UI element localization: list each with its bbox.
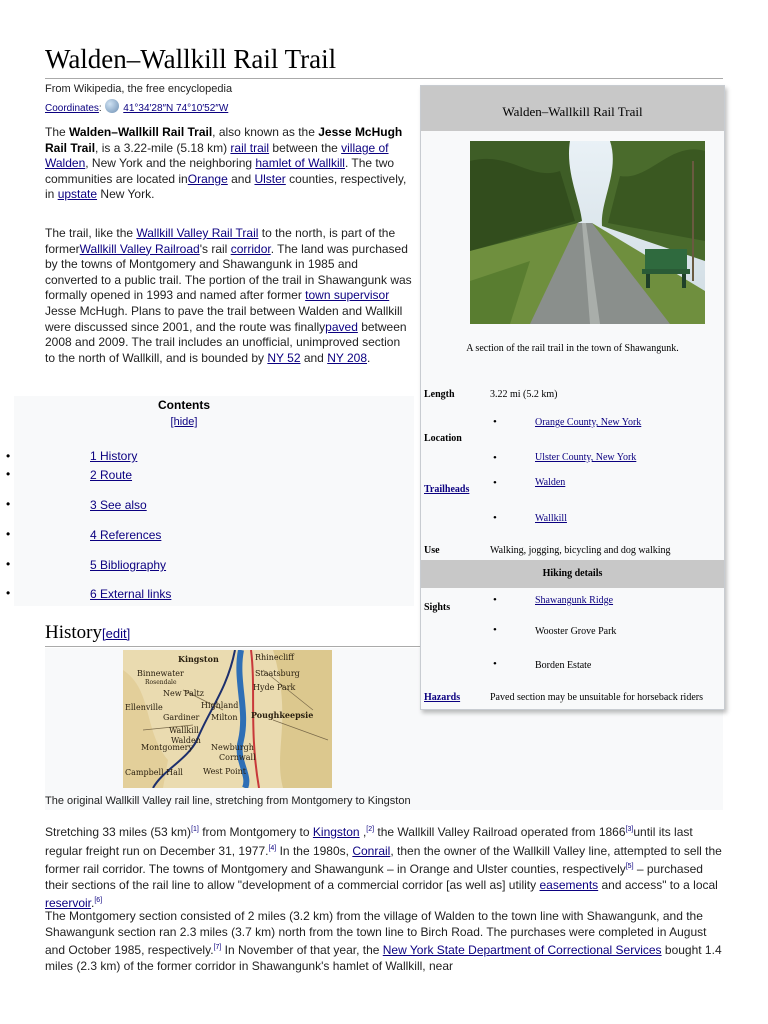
use-value: Walking, jogging, bicycling and dog walking <box>490 545 671 556</box>
citation-link[interactable]: [1] <box>191 826 199 833</box>
text-run: the Wallkill Valley Railroad operated from 1866 <box>374 825 626 839</box>
intro-paragraph-2 <box>45 226 413 366</box>
inline-link[interactable]: town supervisor <box>305 288 390 303</box>
inline-link[interactable]: Ulster <box>254 171 286 186</box>
sight-shawangunk-ridge-link[interactable]: Shawangunk Ridge <box>535 595 614 606</box>
map-caption: The original Wallkill Valley rail line, stretching from Montgomery to Kingston <box>45 795 411 807</box>
text-run: The Montgomery section consisted of 2 miles (3.2 km) from the village of Walden to the town line with Shawangunk, and the Shawangunk section ran 2.3 miles (3.7 km) north from the town line to Birch Road. The purchases were completed in August and October 1985, respectively. <box>45 909 707 958</box>
toc-hide-link[interactable]: [hide] <box>170 416 198 428</box>
bullet: • <box>6 467 11 481</box>
text-run: The trail, like the <box>45 226 137 240</box>
map-label: Campbell Hall <box>125 768 183 777</box>
text-run: and <box>300 350 328 365</box>
map-label: Gardiner <box>163 713 200 722</box>
coordinates: Coordinates: 41°34′28″N 74°10′52″W <box>45 99 228 114</box>
text-run: Stretching 33 miles (53 km) <box>45 825 192 839</box>
text-run: – purchased their sections of the rail line to allow "development of a commercial corridor [as well as] utility <box>45 862 703 892</box>
toc-item-see-also[interactable]: 3 See also <box>90 498 147 512</box>
location-label: Location <box>424 433 462 444</box>
hiking-details-header <box>421 560 724 588</box>
text-run: In November of that year, the <box>221 943 383 958</box>
text-run: Jesse McHugh. Plans to pave the trail between Walden and Wallkill were discussed since 2001, and the route was finally <box>45 303 403 334</box>
hazards-value: Paved section may be unsuitable for horseback riders <box>490 692 703 703</box>
edit-link[interactable]: [edit] <box>102 626 131 641</box>
trail-photo[interactable] <box>470 141 705 324</box>
trailhead-walden-link[interactable]: Walden <box>535 477 566 488</box>
bullet: • <box>6 586 11 600</box>
map-label: Binnewater <box>137 669 184 678</box>
bullet: • <box>6 527 11 541</box>
history-heading-text: History <box>45 622 102 643</box>
inline-link[interactable]: Wallkill Valley Rail Trail <box>136 226 259 240</box>
inline-link[interactable]: Conrail <box>352 843 391 858</box>
text-run: until its last regular freight run on December 31, 1977. <box>45 825 693 858</box>
text-run: . <box>91 896 95 911</box>
intro-paragraph-1 <box>45 125 413 203</box>
inline-link[interactable]: Kingston <box>312 825 360 839</box>
inline-link[interactable]: NY 52 <box>267 350 301 365</box>
table-of-contents <box>14 396 414 606</box>
photo-graphic <box>470 141 705 324</box>
map-label: Wallkill <box>169 726 199 735</box>
text-run: . The land was purchased by the towns of Montgomery and Shawangunk in 1985 and converted to a public trail. The portion of the trail in Shawangunk was formally opened in 1993 and named after former <box>45 241 412 303</box>
sight-borden-estate: Borden Estate <box>535 660 592 671</box>
bullet: • <box>6 449 11 463</box>
history-paragraph-1 <box>45 822 725 912</box>
toc-item-history[interactable]: 1 History <box>90 449 138 463</box>
hiking-details-title: Hiking details <box>542 568 603 579</box>
inline-link[interactable]: Wallkill Valley Railroad <box>79 241 200 256</box>
inline-link[interactable]: hamlet of Wallkill <box>255 156 345 171</box>
text-run: The <box>45 125 70 139</box>
bold-text: Jesse McHugh Rail Trail <box>45 125 403 155</box>
map-label: Rosendale <box>145 679 177 686</box>
text-run: . <box>367 350 371 365</box>
citation-link[interactable]: [3] <box>625 826 634 833</box>
infobox-caption: A section of the rail trail in the town of Shawangunk. <box>466 343 679 354</box>
text-run: , is a 3.22-mile (5.18 km) <box>95 140 231 155</box>
bullet: • <box>6 557 11 571</box>
text-run: and access" to a local <box>598 877 718 892</box>
history-paragraph-2 <box>45 909 725 974</box>
bullet: • <box>493 477 497 489</box>
bullet: • <box>493 452 497 464</box>
title-divider <box>45 78 723 79</box>
map-label: Staatsburg <box>255 669 300 678</box>
map-label: Milton <box>211 713 238 722</box>
bullet: • <box>6 497 11 511</box>
globe-icon[interactable] <box>105 99 119 113</box>
text-run: between 2008 and 2009. The trail includes an unofficial, unimproved section to the north of Wallkill, and is bounded by <box>45 319 407 365</box>
text-run: , also known as the <box>212 125 319 139</box>
bold-text: Walden–Wallkill Rail Trail <box>69 125 213 139</box>
coordinates-link[interactable]: Coordinates <box>45 103 99 114</box>
sights-label: Sights <box>424 602 451 613</box>
section-divider <box>45 646 420 647</box>
inline-link[interactable]: corridor <box>230 241 271 256</box>
text-run: . The two communities are located in <box>45 156 395 186</box>
sight-wooster-grove-park: Wooster Grove Park <box>535 626 617 637</box>
citation-link[interactable]: [7] <box>213 944 222 952</box>
hazards-label-link[interactable]: Hazards <box>424 692 461 703</box>
length-label: Length <box>424 389 455 400</box>
section-heading-history <box>45 622 130 644</box>
map-label: New Paltz <box>163 689 204 698</box>
inline-link[interactable]: easements <box>539 877 599 892</box>
map-label: Montgomery <box>141 743 193 752</box>
text-run: 's rail <box>199 241 231 256</box>
inline-link[interactable]: paved <box>325 319 358 334</box>
text-run: In the 1980s, <box>276 843 353 858</box>
text-run: between the <box>269 140 342 155</box>
rail-line-map[interactable] <box>123 650 332 788</box>
bullet: • <box>493 594 497 606</box>
length-value: 3.22 mi (5.2 km) <box>490 389 558 400</box>
map-label: Walden <box>171 736 201 745</box>
coordinates-value[interactable]: 41°34′28″N 74°10′52″W <box>123 103 229 114</box>
text-run: , New York and the neighboring <box>85 156 256 171</box>
bullet: • <box>493 658 497 670</box>
bullet: • <box>493 416 497 428</box>
location-ulster-county-link[interactable]: Ulster County, New York <box>535 452 637 463</box>
toc-item-route[interactable]: 2 Route <box>90 468 133 482</box>
citation-link[interactable]: [2] <box>366 826 375 833</box>
infobox-title: Walden–Wallkill Rail Trail <box>502 104 643 119</box>
map-label: Newburgh <box>211 743 254 752</box>
citation-link[interactable]: [6] <box>94 897 103 905</box>
map-label: Ellenville <box>125 703 163 712</box>
page-subtitle: From Wikipedia, the free encyclopedia <box>45 83 233 95</box>
text-run: from Montgomery to <box>198 825 313 839</box>
bullet: • <box>493 624 497 636</box>
location-orange-county-link[interactable]: Orange County, New York <box>535 417 642 428</box>
inline-link[interactable]: reservoir <box>45 896 92 911</box>
map-label: Poughkeepsie <box>251 710 314 720</box>
toc-hide-toggle[interactable] <box>14 416 354 428</box>
toc-item-external-links[interactable]: 6 External links <box>90 587 172 601</box>
map-label: Rhinecliff <box>255 653 294 662</box>
toc-item-bibliography[interactable]: 5 Bibliography <box>90 558 167 572</box>
text-run: , then the owner of the Wallkill Valley line, attempted to sell the former rail corridor. The towns of Montgomery and Shawangunk – in Orange and Ulster counties, respectively <box>45 843 722 877</box>
bullet: • <box>493 512 497 524</box>
text-run: bought 1.4 miles (2.3 km) of the former corridor in Shawangunk's hamlet of Wallkill, near <box>45 943 722 973</box>
text-run: New York. <box>97 187 155 202</box>
text-run: and <box>227 171 255 186</box>
map-label: West Point <box>203 767 246 776</box>
inline-link[interactable]: village of Walden <box>45 140 389 171</box>
page-title: Walden–Wallkill Rail Trail <box>45 44 337 74</box>
inline-link[interactable]: rail trail <box>230 140 270 155</box>
infobox <box>420 85 725 710</box>
text-run: to the north, is part of the former <box>45 226 396 256</box>
map-graphic <box>123 650 332 788</box>
map-label: Hyde Park <box>253 683 296 692</box>
text-run: counties, respectively, in <box>45 171 407 202</box>
toc-item-references[interactable]: 4 References <box>90 528 162 542</box>
inline-link[interactable]: New York State Department of Correctional Services <box>382 943 662 958</box>
citation-link[interactable]: [5] <box>625 863 634 871</box>
use-label: Use <box>424 545 440 556</box>
trailhead-wallkill-link[interactable]: Wallkill <box>535 513 567 524</box>
citation-link[interactable]: [4] <box>268 844 277 852</box>
toc-title: Contents <box>158 398 210 412</box>
inline-link[interactable]: NY 208 <box>327 350 368 365</box>
text-run: , <box>359 825 367 839</box>
map-label: Kingston <box>178 654 219 664</box>
inline-link[interactable]: upstate <box>57 187 98 202</box>
trailheads-label-link[interactable]: Trailheads <box>424 484 470 495</box>
map-label: Highland <box>201 701 239 710</box>
map-label: Cornwall <box>219 753 256 762</box>
inline-link[interactable]: Orange <box>187 171 228 186</box>
